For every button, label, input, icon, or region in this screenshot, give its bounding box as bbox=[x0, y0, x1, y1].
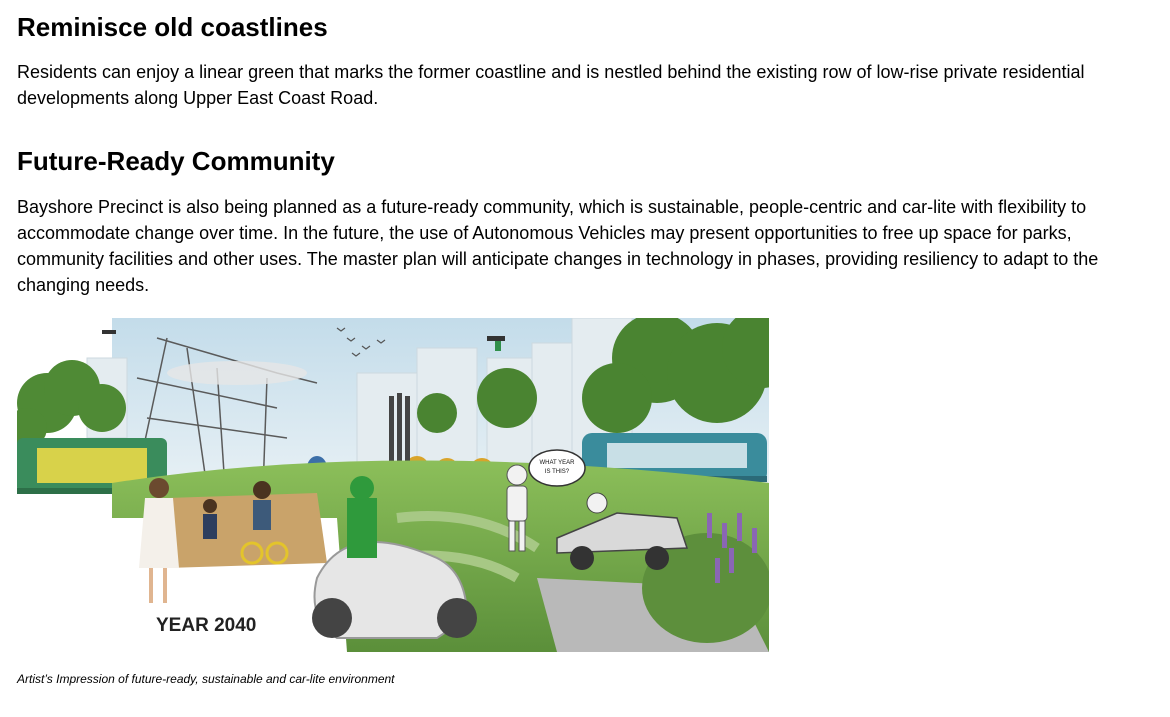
year-label: YEAR 2040 bbox=[156, 615, 257, 636]
image-caption: Artist’s Impression of future-ready, sustainable and car-lite environment bbox=[17, 672, 395, 686]
canopy-roof bbox=[167, 361, 307, 385]
section-body-future-ready: Bayshore Precinct is also being planned as a future-ready community, which is sustainable, people-centric and car-lite with flexibility to accommodate change over time. In the future, the use of Autonomous Vehicles may present opportunities to free up space for parks, community facilities and other uses. The master plan will anticipate changes in technology in phases, providing resiliency to adapt to the changing needs. bbox=[17, 197, 1099, 295]
section-body-coastlines: Residents can enjoy a linear green that marks the former coastline and is nestled behind the existing row of low-rise private residential developments along Upper East Coast Road. bbox=[17, 62, 1085, 108]
speech-bubble-line1: WHAT YEAR bbox=[539, 460, 575, 466]
toddler-figure bbox=[203, 499, 217, 539]
section-heading-coastlines: Reminisce old coastlines bbox=[17, 12, 328, 42]
section-heading-future-ready: Future-Ready Community bbox=[17, 146, 335, 176]
future-community-illustration bbox=[17, 318, 769, 652]
speech-bubble bbox=[529, 450, 585, 486]
speech-bubble-line2: IS THIS? bbox=[544, 469, 570, 475]
wooden-deck bbox=[167, 493, 327, 568]
